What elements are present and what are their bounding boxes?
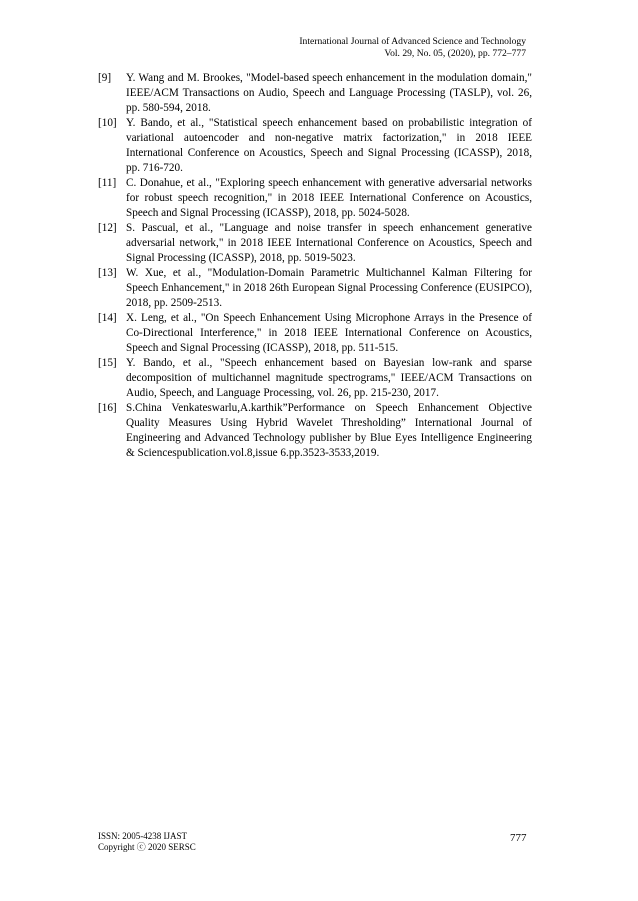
reference-text: S. Pascual, et al., "Language and noise transfer in speech enhancement generative adversarial network," in 2018 IEEE International Conference on Acoustics, Speech and Signal Processing (ICASSP), 2018, pp. 5019-5023. [126, 222, 532, 264]
reference-number: [10] [98, 117, 117, 129]
issn-line: ISSN: 2005-4238 IJAST [98, 831, 188, 841]
reference-text: Y. Wang and M. Brookes, "Model-based speech enhancement in the modulation domain," IEEE/ACM Transactions on Audio, Speech and Language Processing (TASLP), vol. 26, pp. 580-594, 2018. [126, 72, 532, 114]
reference-item [98, 116, 532, 176]
volume-info: Vol. 29, No. 05, (2020), pp. 772–777 [384, 48, 526, 60]
reference-text: Y. Bando, et al., "Statistical speech enhancement based on probabilistic integration of variational autoencoder and non-negative matrix factorization," in 2018 IEEE International Conference on Acoustics, Speech and Signal Processing (ICASSP), 2018, pp. 716-720. [126, 117, 532, 174]
reference-number: [16] [98, 402, 117, 414]
reference-list [98, 71, 532, 461]
journal-title: International Journal of Advanced Science and Technology [299, 36, 526, 47]
reference-text: Y. Bando, et al., "Speech enhancement based on Bayesian low-rank and sparse decomposition of multichannel magnitude spectrograms," IEEE/ACM Transactions on Audio, Speech, and Language Processing, vol. 26, pp. 215-230, 2017. [126, 357, 532, 399]
reference-item [98, 221, 532, 266]
reference-item [98, 401, 532, 461]
reference-number: [13] [98, 267, 117, 279]
page-number: 777 [510, 832, 527, 844]
running-header [299, 36, 526, 61]
reference-text: W. Xue, et al., "Modulation-Domain Parametric Multichannel Kalman Filtering for Speech Enhancement," in 2018 26th European Signal Processing Conference (EUSIPCO), 2018, pp. 2509-2513. [126, 267, 532, 309]
reference-item [98, 311, 532, 356]
reference-item [98, 266, 532, 311]
reference-text: X. Leng, et al., "On Speech Enhancement Using Microphone Arrays in the Presence of Co-Directional Interference," in 2018 IEEE International Conference on Acoustics, Speech and Signal Processing (ICASSP), 2018, pp. 511-515. [126, 312, 532, 354]
footer-info [98, 831, 196, 853]
reference-number: [11] [98, 177, 117, 189]
reference-item [98, 71, 532, 116]
reference-number: [12] [98, 222, 117, 234]
reference-item [98, 176, 532, 221]
reference-text: S.China Venkateswarlu,A.karthik”Performance on Speech Enhancement Objective Quality Measures Using Hybrid Wavelet Thresholding” International Journal of Engineering and Advanced Technology publisher by Blue Eyes Intelligence Engineering & Sciencespublication.vol.8,issue 6.pp.3523-3533,2019. [126, 402, 532, 459]
reference-item [98, 356, 532, 401]
reference-number: [15] [98, 357, 117, 369]
reference-number: [14] [98, 312, 117, 324]
reference-number: [9] [98, 72, 112, 84]
copyright-line: Copyright ⓒ 2020 SERSC [98, 842, 196, 852]
reference-text: C. Donahue, et al., "Exploring speech enhancement with generative adversarial networks for robust speech recognition," in 2018 IEEE International Conference on Acoustics, Speech and Signal Processing (ICASSP), 2018, pp. 5024-5028. [126, 177, 532, 219]
